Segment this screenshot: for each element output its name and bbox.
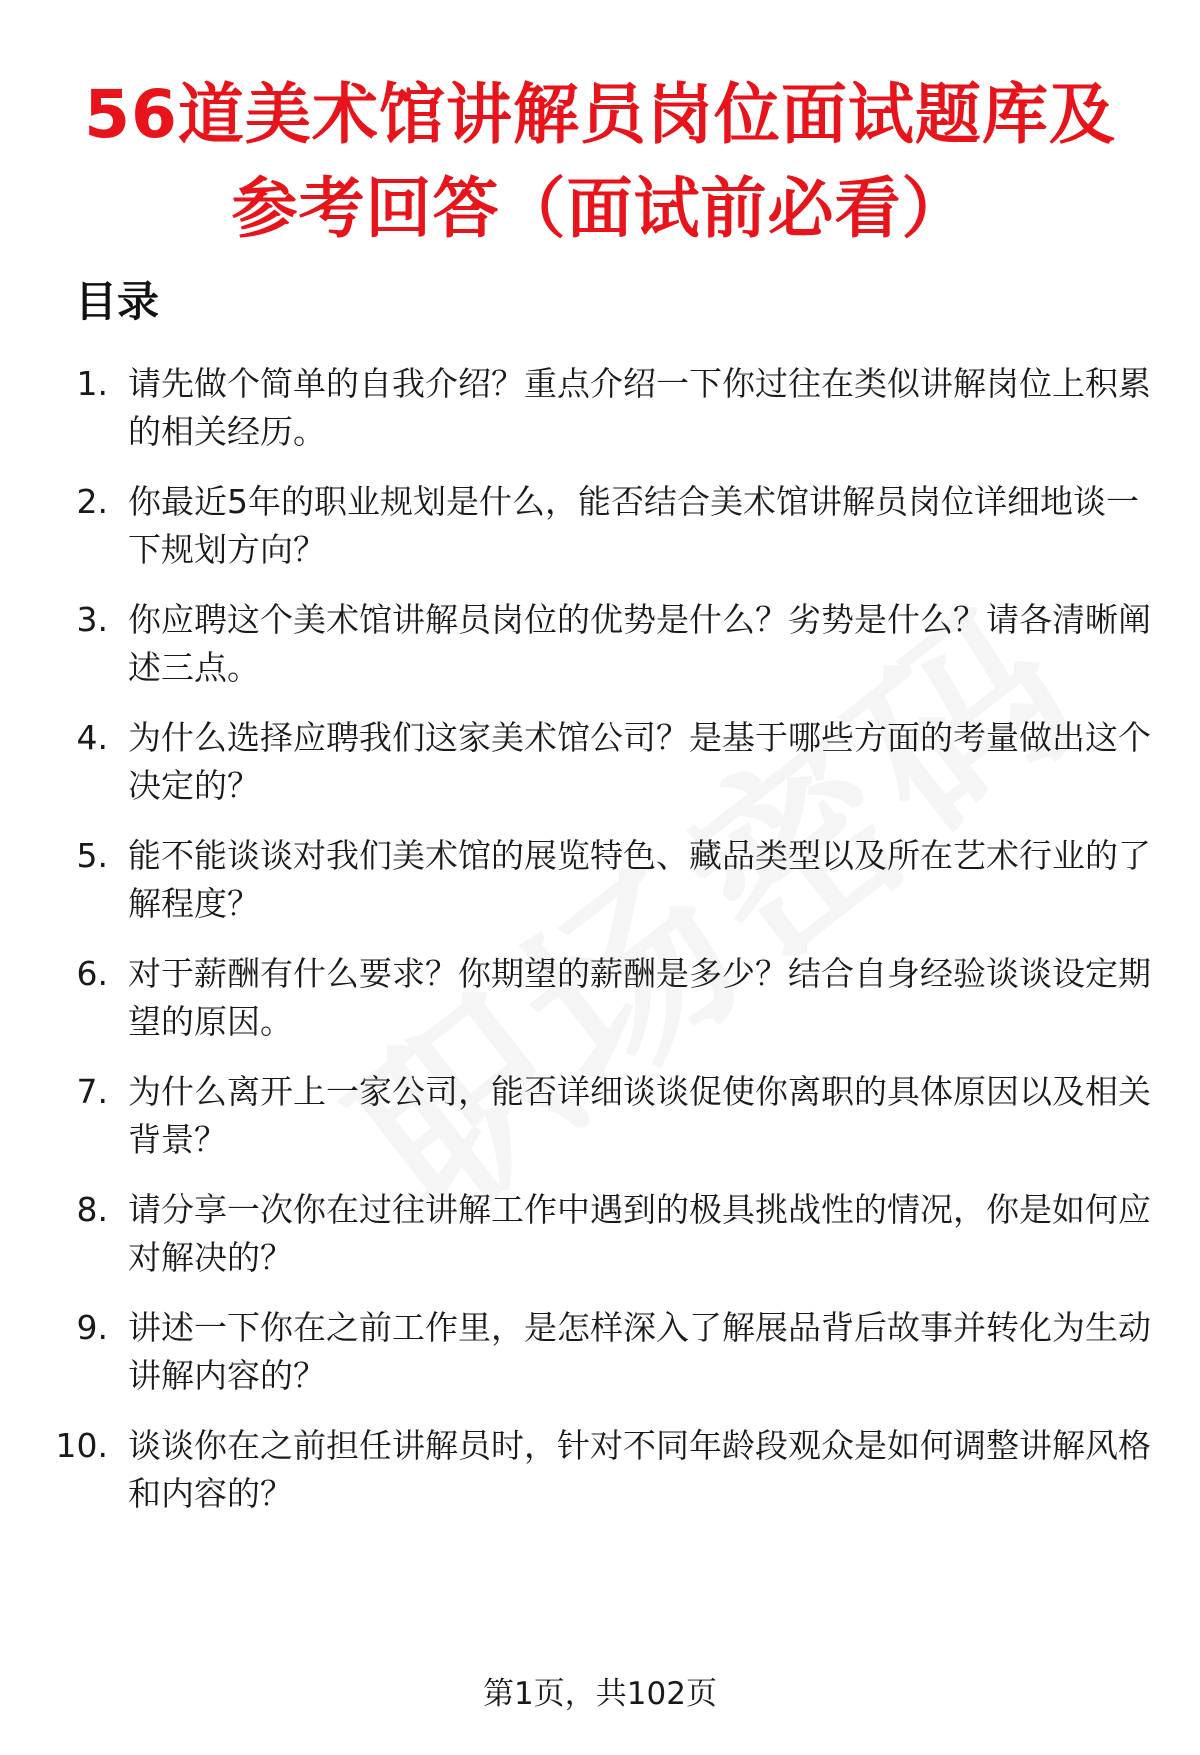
- toc-item[interactable]: [0, 596, 1200, 696]
- toc-item-text: 能不能谈谈对我们美术馆的展览特色、藏品类型以及所在艺术行业的了解程度？: [128, 836, 1151, 923]
- toc-item-text: 为什么选择应聘我们这家美术馆公司？是基于哪些方面的考量做出这个决定的？: [128, 718, 1151, 805]
- toc-item-text: 请分享一次你在过往讲解工作中遇到的极具挑战性的情况，你是如何应对解决的？: [128, 1190, 1151, 1277]
- toc-item-number: 1.: [76, 364, 108, 403]
- toc-item-text: 对于薪酬有什么要求？你期望的薪酬是多少？结合自身经验谈谈设定期望的原因。: [128, 954, 1151, 1041]
- toc-item[interactable]: [0, 1422, 1200, 1522]
- toc-item[interactable]: [0, 832, 1200, 932]
- page-footer: 第1页，共102页: [483, 1676, 717, 1712]
- toc-item-number: 7.: [76, 1072, 108, 1111]
- toc-item[interactable]: [0, 950, 1200, 1050]
- toc-item-text: 谈谈你在之前担任讲解员时，针对不同年龄段观众是如何调整讲解风格和内容的？: [128, 1426, 1151, 1513]
- page-title: [60, 68, 1140, 256]
- title-line-1: 56道美术馆讲解员岗位面试题库及: [84, 76, 1116, 153]
- title-line-2: 参考回答（面试前必看）: [231, 170, 969, 247]
- toc-item-number: 10.: [55, 1426, 108, 1465]
- toc-item-number: 6.: [76, 954, 108, 993]
- toc-item[interactable]: [0, 360, 1200, 460]
- toc-item-number: 4.: [76, 718, 108, 757]
- toc-item-number: 2.: [76, 482, 108, 521]
- toc-item-number: 8.: [76, 1190, 108, 1229]
- toc-item-text: 为什么离开上一家公司，能否详细谈谈促使你离职的具体原因以及相关背景？: [128, 1072, 1151, 1159]
- toc-item[interactable]: [0, 1304, 1200, 1404]
- toc-item-text: 你应聘这个美术馆讲解员岗位的优势是什么？劣势是什么？请各清晰阐述三点。: [128, 600, 1151, 687]
- toc-item-number: 5.: [76, 836, 108, 875]
- toc-item-text: 你最近5年的职业规划是什么，能否结合美术馆讲解员岗位详细地谈一下规划方向？: [128, 482, 1139, 569]
- toc-item[interactable]: [0, 714, 1200, 814]
- toc-item-number: 9.: [76, 1308, 108, 1347]
- toc-item[interactable]: [0, 1068, 1200, 1168]
- toc-item[interactable]: [0, 478, 1200, 578]
- toc-item-text: 讲述一下你在之前工作里，是怎样深入了解展品背后故事并转化为生动讲解内容的？: [128, 1308, 1151, 1395]
- toc-heading: 目录: [75, 277, 160, 326]
- toc-item-text: 请先做个简单的自我介绍？重点介绍一下你过往在类似讲解岗位上积累的相关经历。: [128, 364, 1151, 451]
- toc-item[interactable]: [0, 1186, 1200, 1286]
- toc-item-number: 3.: [76, 600, 108, 639]
